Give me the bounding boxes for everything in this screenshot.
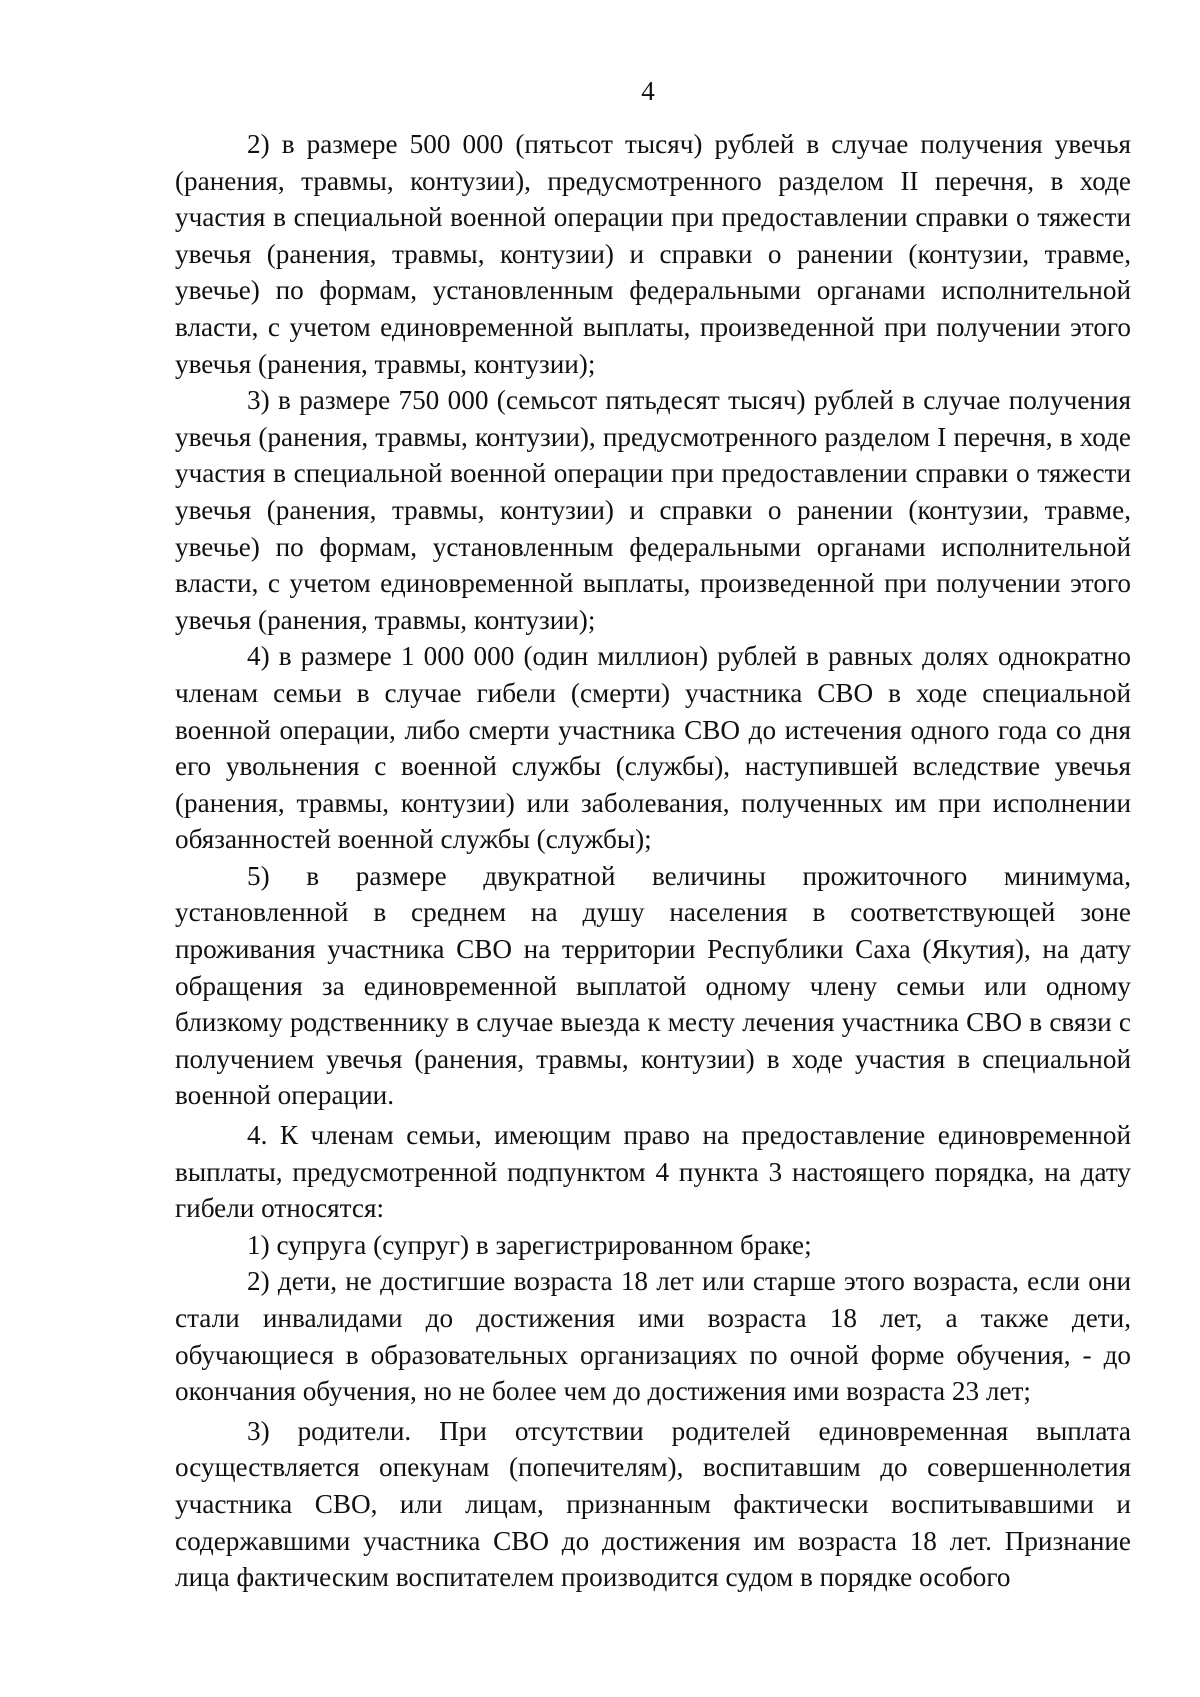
paragraph-family-children: 2) дети, не достигшие возраста 18 лет или старше этого возраста, если они стали инвалидами до достижения ими возраста 18 лет, а также дети, обучающиеся в образовательных организациях по очной форме обучения, - до окончания обучения, но не более чем до достижения ими возраста 23 лет; xyxy=(175,1266,1131,1407)
paragraph-family-spouse: 1) супруга (супруг) в зарегистрированном браке; xyxy=(247,1229,812,1260)
paragraph-item-4-payment-1000000: 4) в размере 1 000 000 (один миллион) рублей в равных долях однократно членам семьи в случае гибели (смерти) участника СВО в ходе специальной военной операции, либо смерти участника СВО до истечения одного года со дня его увольнения с военной службы (службы), наступившей вследствие увечья (ранения, травмы, контузии) или заболевания, полученных им при исполнении обязанностей военной службы (службы); xyxy=(175,641,1131,855)
document-body xyxy=(175,126,1131,1596)
paragraph-item-3-payment-750000: 3) в размере 750 000 (семьсот пятьдесят тысяч) рублей в случае получения увечья (ранения, травмы, контузии), предусмотренного разделом I перечня, в ходе участия в специальной военной операции при предоставлении справки о тяжести увечья (ранения, травмы, контузии) и справки о ранении (контузии, травме, увечье) по формам, установленным федеральными органами исполнительной власти, с учетом единовременной выплаты, произведенной при получении этого увечья (ранения, травмы, контузии); xyxy=(175,385,1131,635)
page-number: 4 xyxy=(641,76,655,106)
paragraph-item-5-travel-payment: 5) в размере двукратной величины прожиточного минимума, установленной в среднем на душу населения в соответствующей зоне проживания участника СВО на территории Республики Саха (Якутия), на дату обращения за единовременной выплатой одному члену семьи или одному близкому родственнику в случае выезда к месту лечения участника СВО в связи с получением увечья (ранения, травмы, контузии) в ходе участия в специальной военной операции. xyxy=(175,860,1131,1111)
paragraph-item-2-payment-500000: 2) в размере 500 000 (пятьсот тысяч) рублей в случае получения увечья (ранения, травмы, контузии), предусмотренного разделом II перечня, в ходе участия в специальной военной операции при предоставлении справки о тяжести увечья (ранения, травмы, контузии) и справки о ранении (контузии, травме, увечье) по формам, установленным федеральными органами исполнительной власти, с учетом единовременной выплаты, произведенной при получении этого увечья (ранения, травмы, контузии); xyxy=(175,129,1131,379)
paragraph-section-4-family-members: 4. К членам семьи, имеющим право на предоставление единовременной выплаты, предусмотренной подпунктом 4 пункта 3 настоящего порядка, на дату гибели относятся: xyxy=(175,1120,1131,1224)
paragraph-family-parents: 3) родители. При отсутствии родителей единовременная выплата осуществляется опекунам (попечителям), воспитавшим до совершеннолетия участника СВО, или лицам, признанным фактически воспитывавшими и содержавшими участника СВО до достижения им возраста 18 лет. Признание лица фактическим воспитателем производится судом в порядке особого xyxy=(175,1415,1131,1593)
